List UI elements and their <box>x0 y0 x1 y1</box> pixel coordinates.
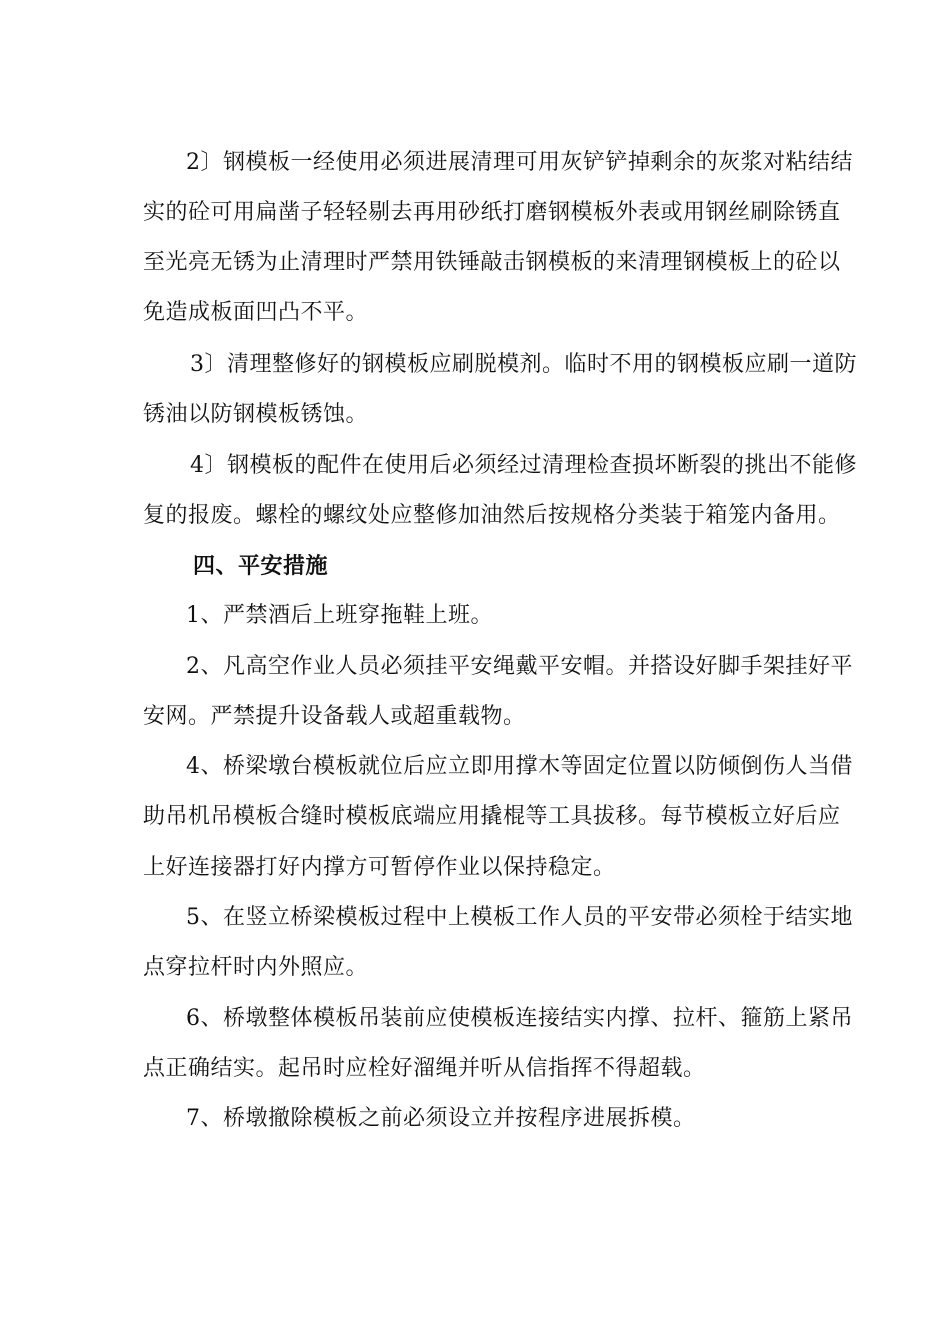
item-4-line-2: 助吊机吊模板合缝时模板底端应用撬棍等工具拔移。每节模板立好后应 <box>143 804 841 829</box>
paragraph-2-line-1: 2〕钢模板一经使用必须进展清理可用灰铲铲掉剩余的灰浆对粘结结 <box>186 150 853 175</box>
section-heading: 四、平安措施 <box>193 553 329 579</box>
paragraph-3-line-2: 锈油以防钢模板锈蚀。 <box>143 402 369 427</box>
item-2-line-2: 安网。严禁提升设备载人或超重载物。 <box>143 704 526 729</box>
item-5-line-1: 5、在竖立桥梁模板过程中上模板工作人员的平安带必须栓于结实地 <box>186 905 853 930</box>
paragraph-2-line-3: 至光亮无锈为止清理时严禁用铁锤敲击钢模板的来清理钢模板上的砼以 <box>143 250 841 275</box>
item-4-line-1: 4、桥梁墩台模板就位后应立即用撑木等固定位置以防倾倒伤人当借 <box>186 754 853 779</box>
item-6-line-2: 点正确结实。起吊时应栓好溜绳并听从信指挥不得超载。 <box>143 1056 706 1081</box>
item-4-line-3: 上好连接器打好内撑方可暂停作业以保持稳定。 <box>143 855 616 880</box>
paragraph-2-line-4: 免造成板面凹凸不平。 <box>143 300 369 325</box>
paragraph-2-line-2: 实的砼可用扁凿子轻轻剔去再用砂纸打磨钢模板外表或用钢丝刷除锈直 <box>143 200 841 225</box>
paragraph-3-line-1: 3〕清理整修好的钢模板应刷脱模剂。临时不用的钢模板应刷一道防 <box>190 352 857 377</box>
paragraph-4-line-2: 复的报废。螺栓的螺纹处应整修加油然后按规格分类装于箱笼内备用。 <box>143 503 841 528</box>
item-6-line-1: 6、桥墩整体模板吊装前应使模板连接结实内撑、拉杆、箍筋上紧吊 <box>186 1006 853 1031</box>
item-5-line-2: 点穿拉杆时内外照应。 <box>143 955 369 980</box>
paragraph-4-line-1: 4〕钢模板的配件在使用后必须经过清理检查损坏断裂的挑出不能修 <box>190 453 857 478</box>
item-2-line-1: 2、凡高空作业人员必须挂平安绳戴平安帽。并搭设好脚手架挂好平 <box>186 654 853 679</box>
item-1-line-1: 1、严禁酒后上班穿拖鞋上班。 <box>186 603 493 628</box>
item-7-line-1: 7、桥墩撤除模板之前必须设立并按程序进展拆模。 <box>186 1106 696 1131</box>
